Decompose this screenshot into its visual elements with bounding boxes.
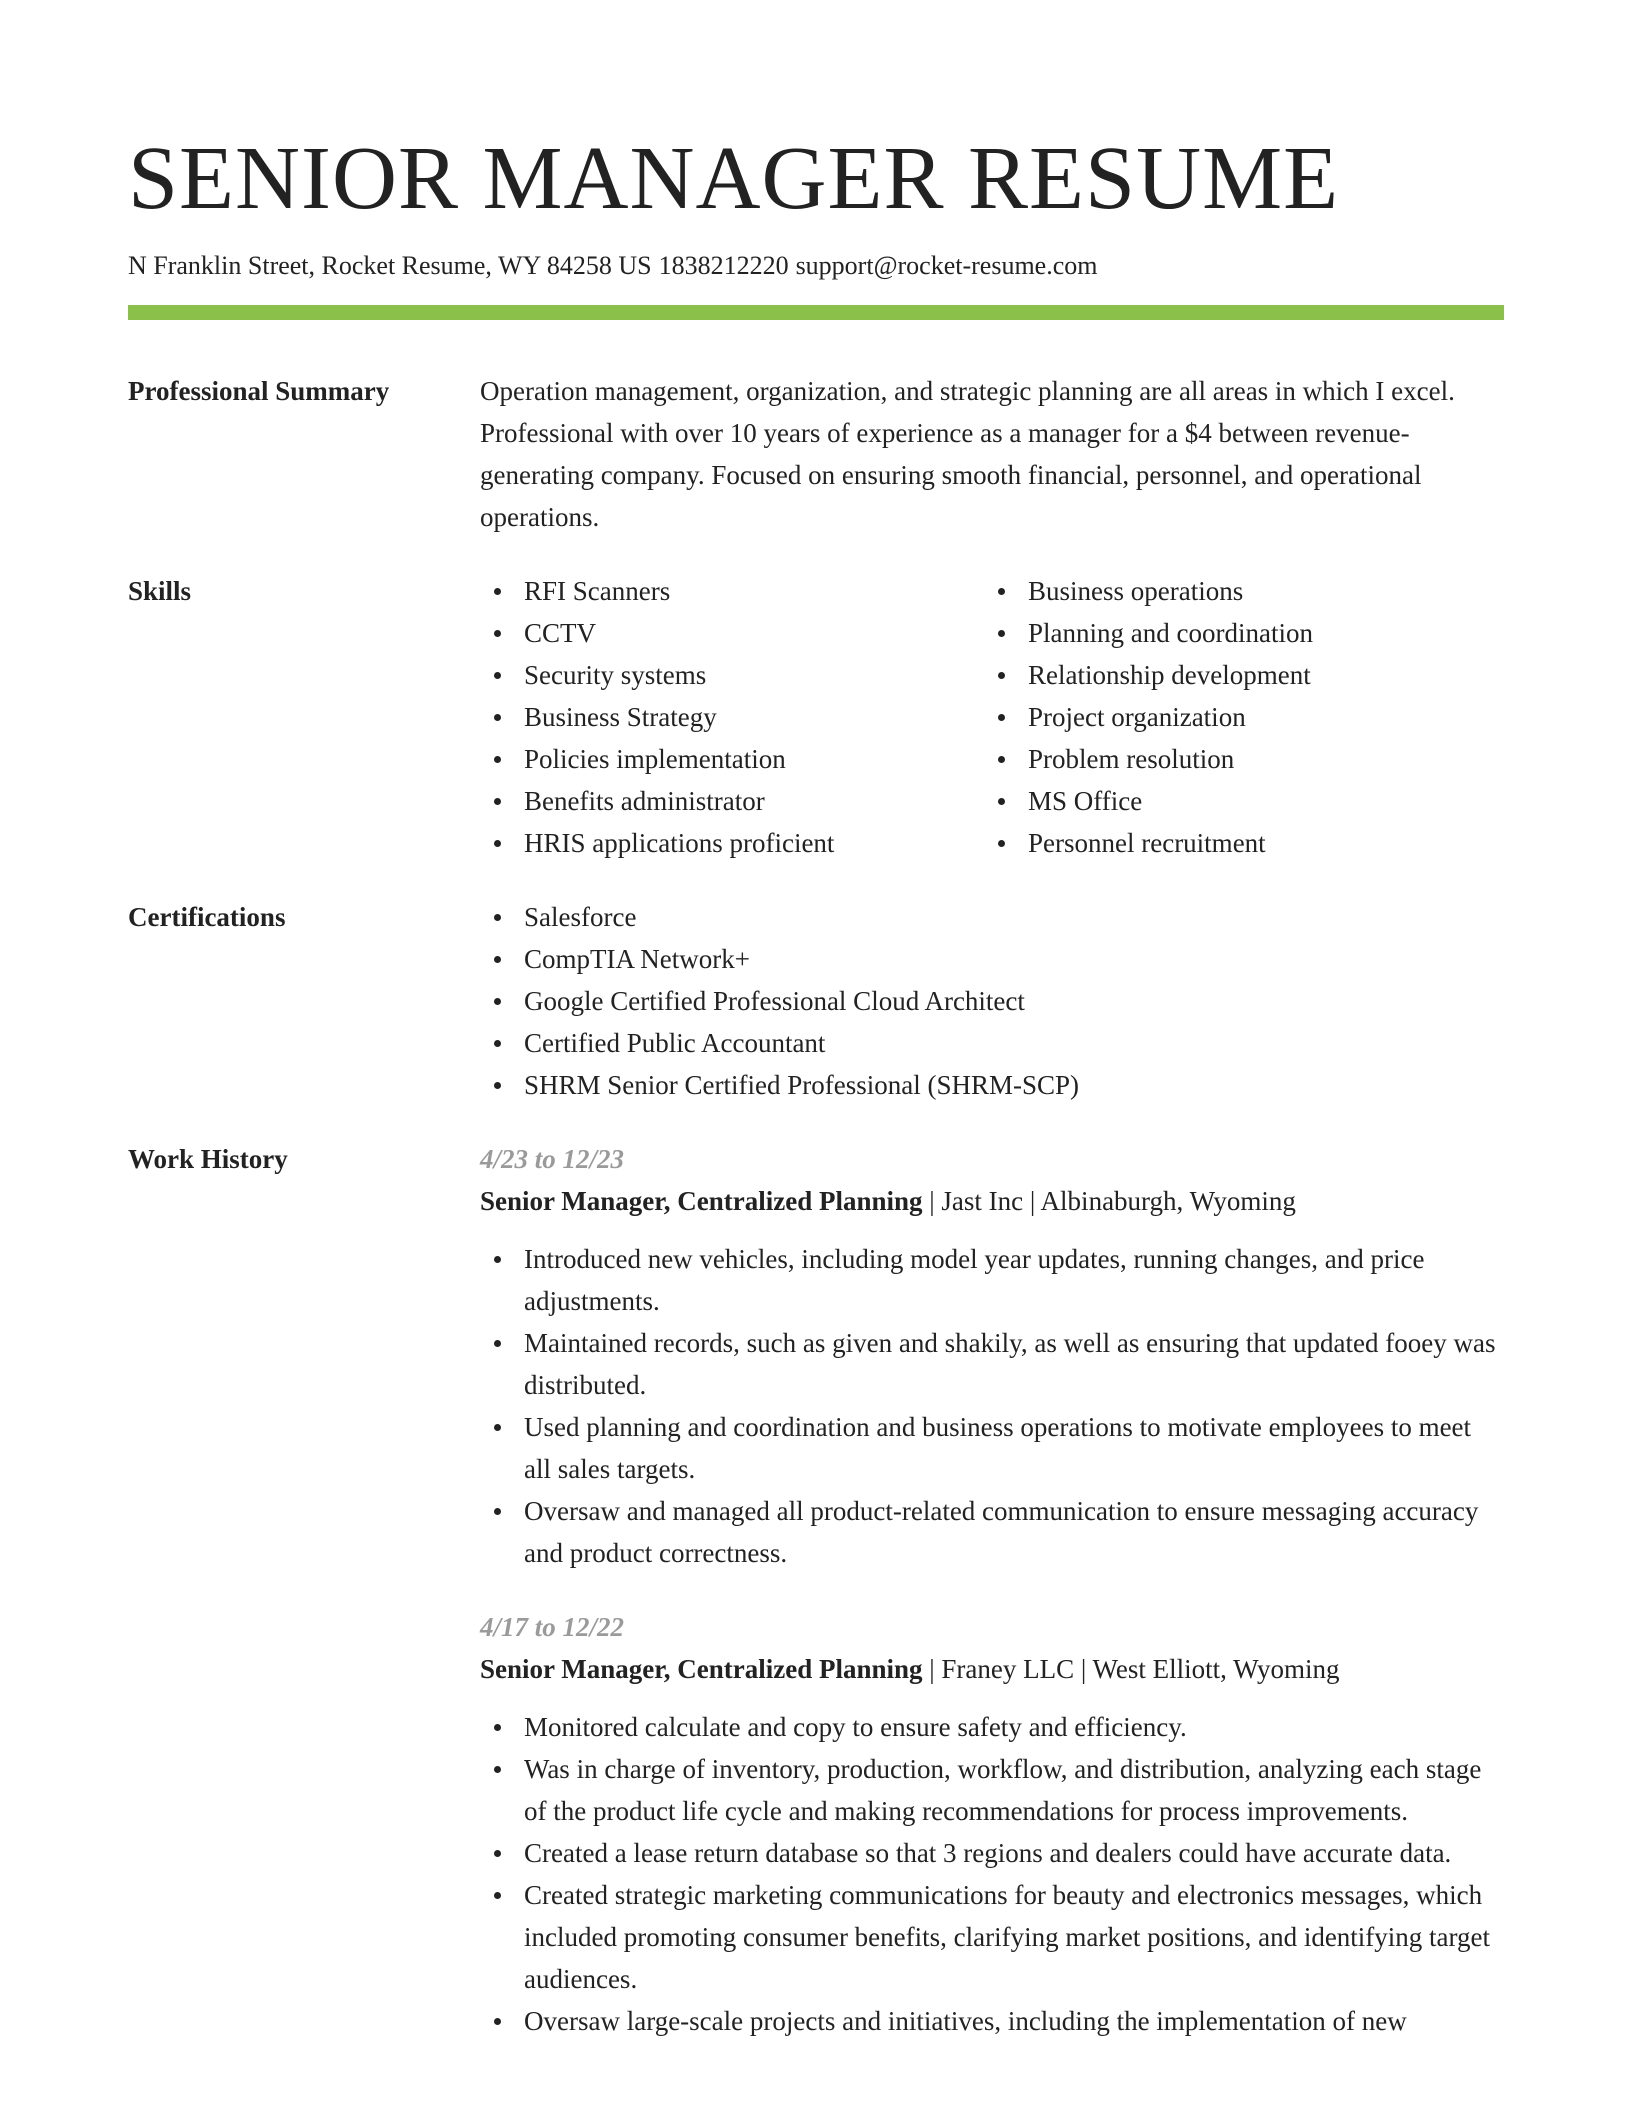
- job-heading: [480, 1180, 1504, 1222]
- skill-item: CCTV: [480, 612, 984, 654]
- skills-list: [480, 570, 1504, 864]
- summary-section: [128, 370, 1504, 538]
- job-dates: 4/23 to 12/23: [480, 1144, 625, 1175]
- job-bullet: Monitored calculate and copy to ensure safety and efficiency.: [480, 1706, 1504, 1748]
- skill-item: Benefits administrator: [480, 780, 984, 822]
- job-bullet: Was in charge of inventory, production, workflow, and distribution, analyzing each stage of the product life cycle and making recommendations for process improvements.: [480, 1748, 1504, 1832]
- skill-item: HRIS applications proficient: [480, 822, 984, 864]
- contact-phone: 1838212220: [658, 251, 789, 280]
- certification-item: SHRM Senior Certified Professional (SHRM-SCP): [480, 1064, 1504, 1106]
- resume-title: SENIOR MANAGER RESUME: [128, 129, 1340, 228]
- contact-address: N Franklin Street, Rocket Resume, WY 84258 US: [128, 251, 652, 280]
- skill-item: Planning and coordination: [984, 612, 1488, 654]
- certification-item: CompTIA Network+: [480, 938, 1504, 980]
- resume-page: [128, 124, 1504, 2042]
- skill-item: Project organization: [984, 696, 1488, 738]
- job-entry: [480, 1606, 1504, 2042]
- contact-email[interactable]: support@rocket-resume.com: [795, 251, 1098, 280]
- skill-item: Business operations: [984, 570, 1488, 612]
- job-bullet: Introduced new vehicles, including model year updates, running changes, and price adjustments.: [480, 1238, 1504, 1322]
- job-bullet: Created a lease return database so that 3 regions and dealers could have accurate data.: [480, 1832, 1504, 1874]
- certification-item: Google Certified Professional Cloud Architect: [480, 980, 1504, 1022]
- job-bullet: Maintained records, such as given and shakily, as well as ensuring that updated fooey was distributed.: [480, 1322, 1504, 1406]
- skills-section: [128, 570, 1504, 864]
- section-label-work-history: Work History: [128, 1144, 288, 1175]
- work-history-section: [128, 1138, 1504, 2042]
- skill-item: Problem resolution: [984, 738, 1488, 780]
- job-company-location: | Jast Inc | Albinaburgh, Wyoming: [922, 1186, 1296, 1217]
- accent-divider: [128, 305, 1504, 320]
- job-bullet: Oversaw large-scale projects and initiatives, including the implementation of new: [480, 2000, 1504, 2042]
- job-entry: [480, 1138, 1504, 1574]
- job-bullet: Used planning and coordination and business operations to motivate employees to meet all sales targets.: [480, 1406, 1504, 1490]
- job-bullet: Created strategic marketing communications for beauty and electronics messages, which included promoting consumer benefits, clarifying market positions, and identifying target audiences.: [480, 1874, 1504, 2000]
- certification-item: Certified Public Accountant: [480, 1022, 1504, 1064]
- skills-column-2: [984, 570, 1488, 864]
- summary-text: Operation management, organization, and strategic planning are all areas in which I excel. Professional with over 10 years of experience as a manager for a $4 between revenue-generating company. Focused on ensuring smooth financial, personnel, and operational operations.: [480, 376, 1455, 533]
- section-label-certifications: Certifications: [128, 902, 286, 933]
- certifications-section: [128, 896, 1504, 1106]
- skill-item: Security systems: [480, 654, 984, 696]
- skill-item: MS Office: [984, 780, 1488, 822]
- job-bullets: [480, 1706, 1504, 2042]
- skill-item: Relationship development: [984, 654, 1488, 696]
- job-company-location: | Franey LLC | West Elliott, Wyoming: [922, 1654, 1340, 1685]
- job-heading: [480, 1648, 1504, 1690]
- skill-item: Policies implementation: [480, 738, 984, 780]
- job-title: Senior Manager, Centralized Planning: [480, 1654, 923, 1685]
- job-bullets: [480, 1238, 1504, 1574]
- section-label-skills: Skills: [128, 576, 192, 607]
- skill-item: Personnel recruitment: [984, 822, 1488, 864]
- job-dates: 4/17 to 12/22: [480, 1612, 625, 1643]
- skill-item: Business Strategy: [480, 696, 984, 738]
- jobs-list: [480, 1138, 1504, 2042]
- section-label-summary: Professional Summary: [128, 376, 390, 407]
- skills-column-1: [480, 570, 984, 864]
- certification-item: Salesforce: [480, 896, 1504, 938]
- certifications-list: [480, 896, 1504, 1106]
- contact-line: [128, 250, 1504, 281]
- job-bullet: Oversaw and managed all product-related communication to ensure messaging accuracy and product correctness.: [480, 1490, 1504, 1574]
- job-title: Senior Manager, Centralized Planning: [480, 1186, 923, 1217]
- skill-item: RFI Scanners: [480, 570, 984, 612]
